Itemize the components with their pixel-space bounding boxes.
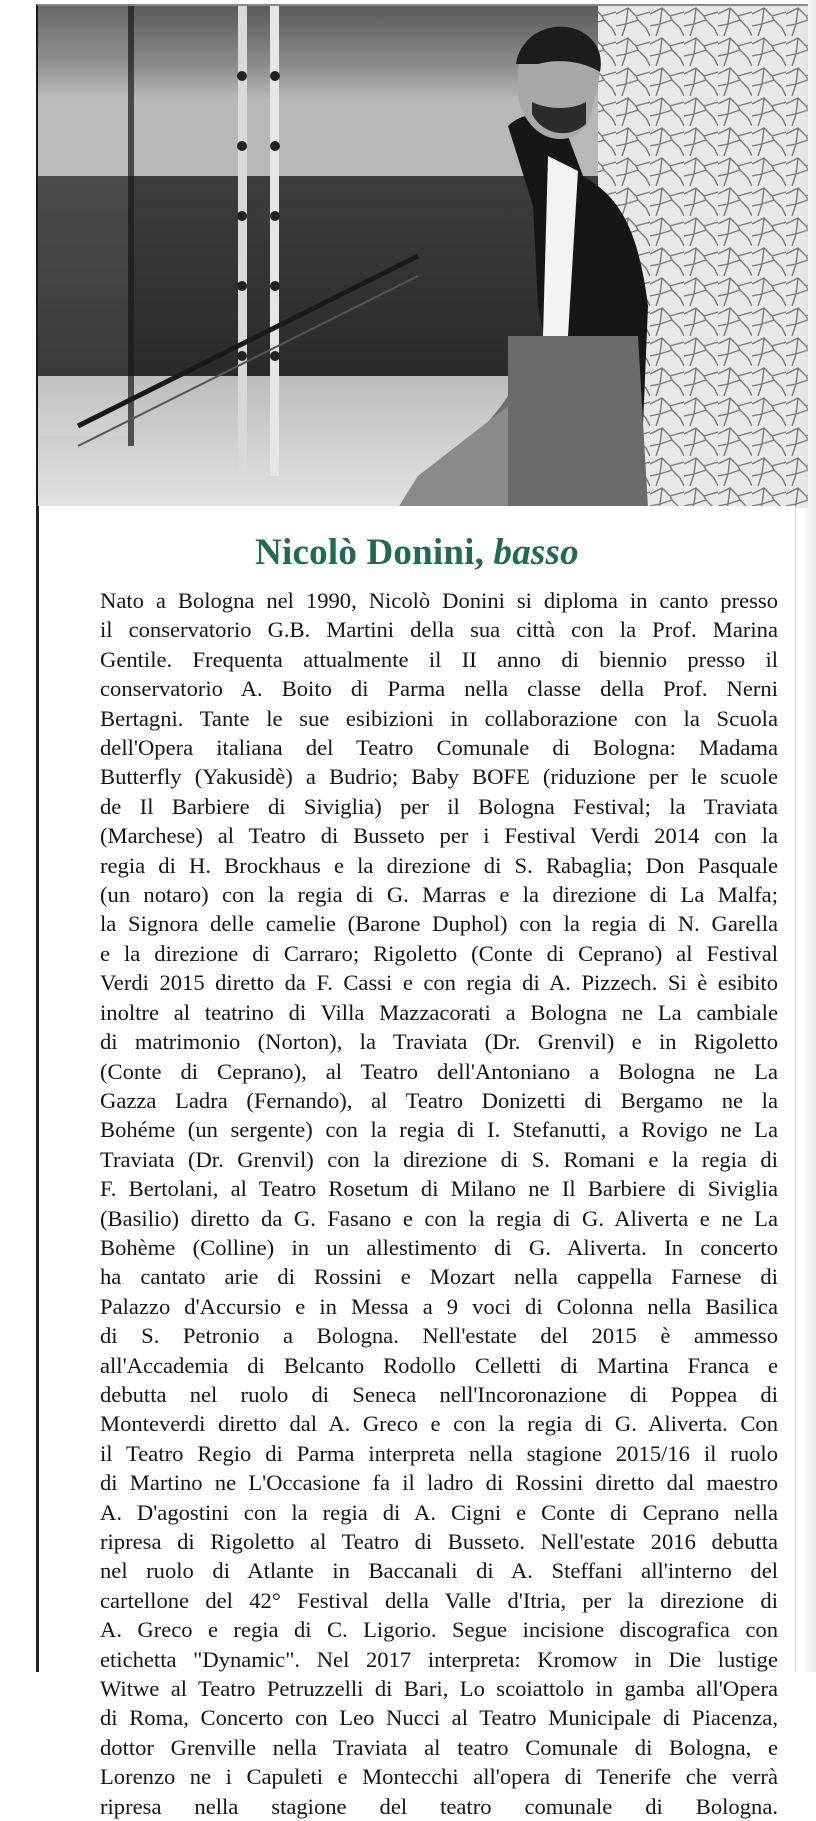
bio-line: di Martino ne L'Occasione fa il ladro di Rossini diretto dal maestro — [100, 1470, 778, 1496]
bio-line: il Teatro Regio di Parma interpreta nella stagione 2015/16 il ruolo — [100, 1440, 778, 1466]
bio-line: di Roma, Concerto con Leo Nucci al Teatro Municipale di Piacenza, — [100, 1705, 778, 1731]
scan-edge-shadow — [802, 0, 816, 1672]
bio-line: Witwe al Teatro Petruzzelli di Bari, Lo scoiattolo in gamba all'Opera — [100, 1676, 778, 1702]
bio-line: (un notaro) con la regia di G. Marras e la direzione di La Malfa; — [100, 882, 778, 908]
bio-line: regia di H. Brockhaus e la direzione di S. Rabaglia; Don Pasquale — [100, 852, 778, 878]
bio-line: Verdi 2015 diretto da F. Cassi e con regia di A. Pizzech. Si è esibito — [100, 970, 778, 996]
bio-line: Gentile. Frequenta attualmente il II anno di biennio presso il — [100, 646, 778, 672]
bio-line: Lorenzo ne i Capuleti e Montecchi all'opera di Tenerife che verrà — [100, 1764, 778, 1790]
bio-line: Bertagni. Tante le sue esibizioni in collaborazione con la Scuola — [100, 705, 778, 731]
bio-line: conservatorio A. Boito di Parma nella classe della Prof. Nerni — [100, 676, 778, 702]
bio-line: ripresa nella stagione del teatro comunale di Bologna. — [100, 1793, 778, 1819]
bio-card — [36, 506, 796, 1819]
bio-line: nel ruolo di Atlante in Baccanali di A. Steffani all'interno del — [100, 1558, 778, 1584]
bio-line: debutta nel ruolo di Seneca nell'Incoronazione di Poppea di — [100, 1381, 778, 1407]
bio-line: Bohème (Colline) in un allestimento di G. Aliverta. In concerto — [100, 1234, 778, 1260]
bio-line: de Il Barbiere di Siviglia) per il Bologna Festival; la Traviata — [100, 793, 778, 819]
bio-line: ripresa di Rigoletto al Teatro di Busseto. Nell'estate 2016 debutta — [100, 1529, 778, 1554]
portrait-photo — [36, 4, 808, 508]
bio-line: di matrimonio (Norton), la Traviata (Dr. Grenvil) e in Rigoletto — [100, 1029, 778, 1055]
bio-line: Palazzo d'Accursio e in Messa a 9 voci di Colonna nella Basilica — [100, 1293, 778, 1319]
artist-heading — [39, 530, 795, 576]
bio-line: la Signora delle camelie (Barone Duphol) con la regia di N. Garella — [100, 911, 778, 937]
artist-name: Nicolò Donini, — [255, 532, 485, 573]
bio-line: ha cantato arie di Rossini e Mozart nella cappella Farnese di — [100, 1264, 778, 1290]
bio-line: cartellone del 42° Festival della Valle d'Itria, per la direzione di — [100, 1587, 778, 1613]
bio-line: F. Bertolani, al Teatro Rosetum di Milano ne Il Barbiere di Siviglia — [100, 1176, 778, 1202]
bio-line: il conservatorio G.B. Martini della sua città con la Prof. Marina — [100, 617, 778, 643]
artist-role: basso — [493, 532, 579, 573]
bio-line: Traviata (Dr. Grenvil) con la direzione di S. Romani e la regia di — [100, 1146, 778, 1172]
bio-line: A. D'agostini con la regia di A. Cigni e Conte di Ceprano nella — [100, 1499, 778, 1525]
bio-line: dottor Grenville nella Traviata al teatro Comunale di Bologna, e — [100, 1734, 778, 1760]
bio-line: (Conte di Ceprano), al Teatro dell'Antoniano a Bologna ne La — [100, 1058, 778, 1084]
bio-line: all'Accademia di Belcanto Rodollo Celletti di Martina Franca e — [100, 1352, 778, 1378]
bio-line: (Basilio) diretto da G. Fasano e con la regia di G. Aliverta e ne La — [100, 1205, 778, 1231]
bio-line: A. Greco e regia di C. Ligorio. Segue incisione discografica con — [100, 1617, 778, 1643]
biography-text — [100, 586, 778, 1821]
bio-line: (Marchese) al Teatro di Busseto per i Festival Verdi 2014 con la — [100, 823, 778, 849]
bio-line: Butterfly (Yakusidè) a Budrio; Baby BOFE (riduzione per le scuole — [100, 764, 778, 790]
bio-line: Bohéme (un sergente) con la regia di I. Stefanutti, a Rovigo ne La — [100, 1117, 778, 1143]
bio-line: dell'Opera italiana del Teatro Comunale di Bologna: Madama — [100, 735, 778, 761]
bio-line: di S. Petronio a Bologna. Nell'estate del 2015 è ammesso — [100, 1323, 778, 1349]
bio-line: etichetta "Dynamic". Nel 2017 interpreta: Kromow in Die lustige — [100, 1646, 778, 1672]
bio-line: Monteverdi diretto dal A. Greco e con la regia di G. Aliverta. Con — [100, 1411, 778, 1437]
bio-line: Nato a Bologna nel 1990, Nicolò Donini si diploma in canto presso — [100, 588, 778, 613]
bio-line: inoltre al teatrino di Villa Mazzacorati a Bologna ne La cambiale — [100, 999, 778, 1025]
bio-line: e la direzione di Carraro; Rigoletto (Conte di Ceprano) al Festival — [100, 940, 778, 966]
portrait-illustration — [38, 6, 808, 508]
bio-line: Gazza Ladra (Fernando), al Teatro Donizetti di Bergamo ne la — [100, 1087, 778, 1113]
